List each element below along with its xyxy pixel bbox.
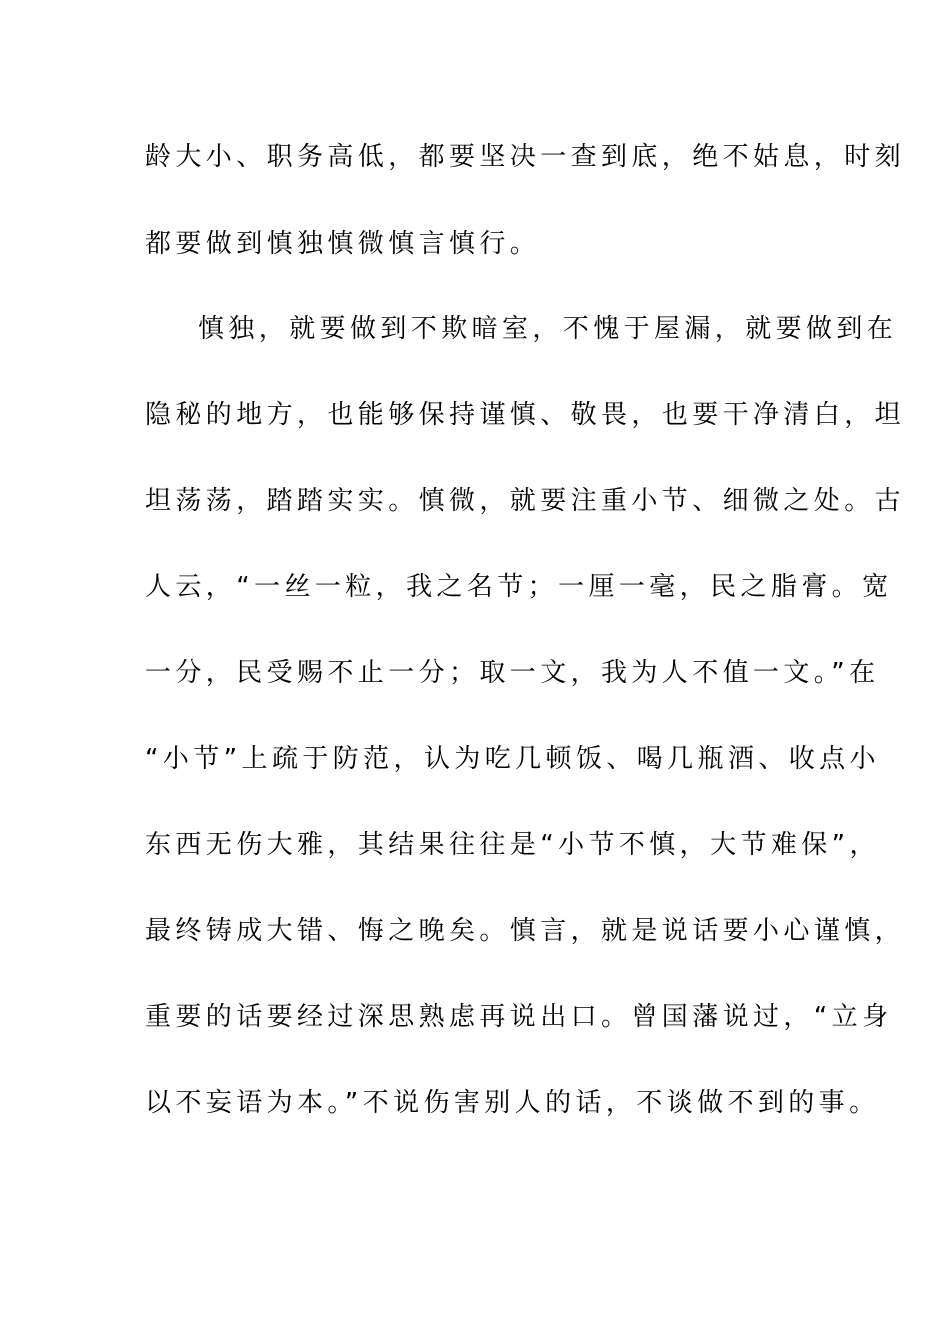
text-line: 龄大小、职务高低，都要坚决一查到底，绝不姑息，时刻 (145, 142, 906, 172)
text-line: 重要的话要经过深思熟虑再说出口。曾国藩说过，“立身 (145, 1002, 893, 1032)
paragraph-first-line: 慎独，就要做到不欺暗室，不愧于屋漏，就要做到在 (198, 314, 898, 344)
text-line: 都要做到慎独慎微慎言慎行。 (145, 229, 541, 259)
text-line: 隐秘的地方，也能够保持谨慎、敬畏，也要干净清白，坦 (145, 400, 906, 430)
text-line: 最终铸成大错、悔之晚矣。慎言，就是说话要小心谨慎， (145, 916, 906, 946)
text-line: 以不妄语为本。”不说伤害别人的话，不谈做不到的事。 (145, 1088, 880, 1118)
text-line: “小节”上疏于防范，认为吃几顿饭、喝几瓶酒、收点小 (145, 744, 880, 774)
text-line: 人云，“一丝一粒，我之名节；一厘一毫，民之脂膏。宽 (145, 572, 893, 602)
text-line: 东西无伤大雅，其结果往往是“小节不慎，大节难保”， (145, 830, 880, 860)
text-line: 一分，民受赐不止一分；取一文，我为人不值一文。”在 (145, 658, 880, 688)
text-line: 坦荡荡，踏踏实实。慎微，就要注重小节、细微之处。古 (145, 486, 906, 516)
